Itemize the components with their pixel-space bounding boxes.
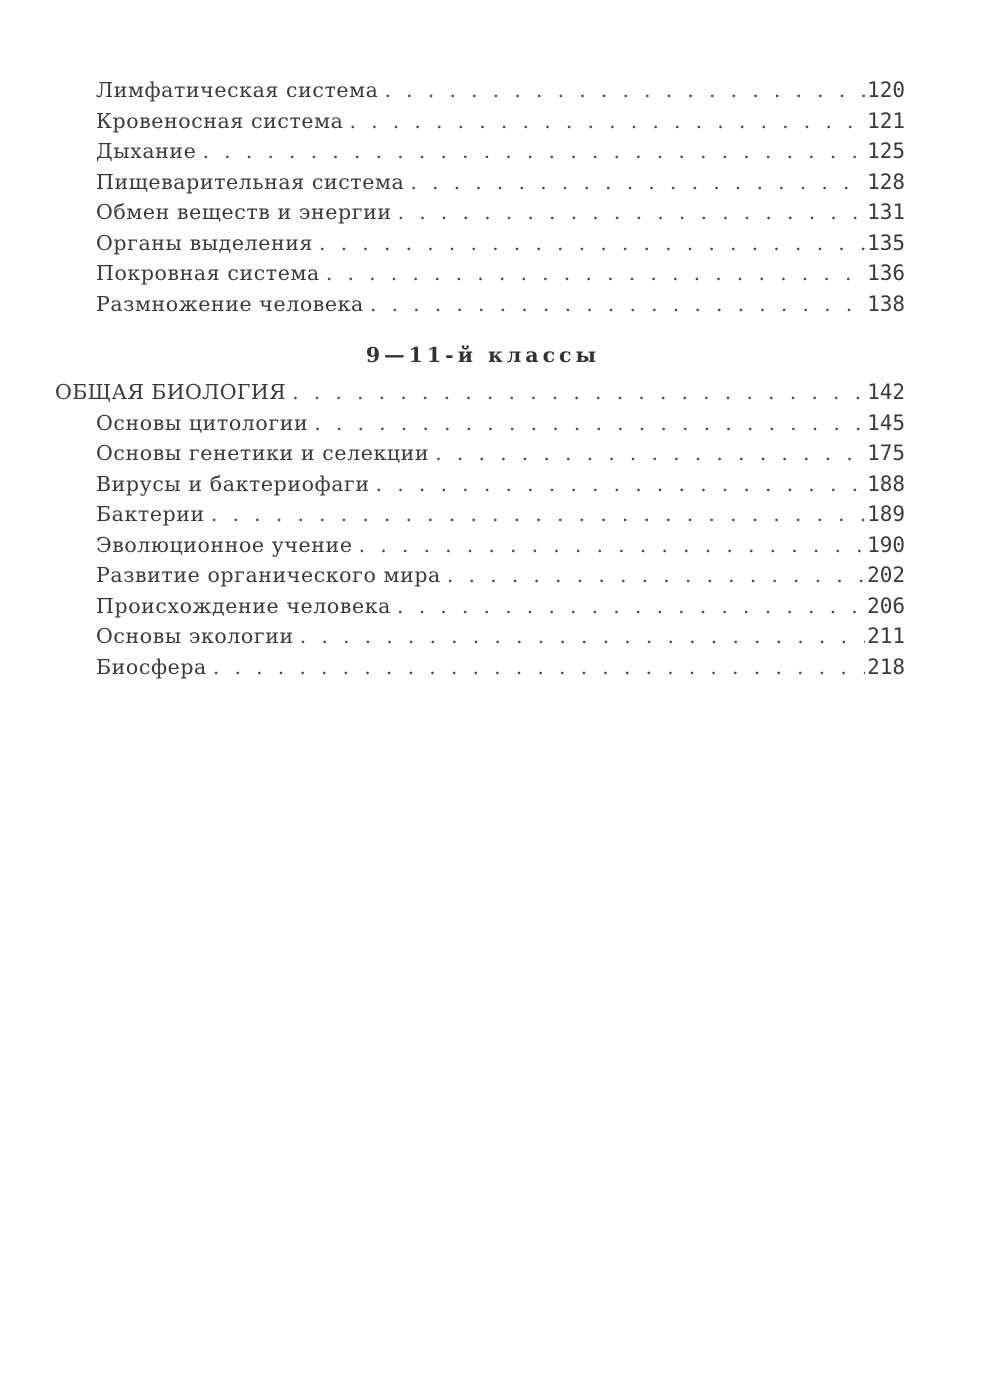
toc-leader-dots	[376, 472, 865, 496]
toc-entry-page: 218	[867, 654, 905, 679]
toc-section-anatomy	[55, 78, 905, 322]
toc-entry	[55, 655, 905, 686]
toc-leader-dots	[202, 139, 865, 163]
toc-entry-page: 190	[867, 532, 905, 557]
toc-entry-page: 136	[867, 261, 905, 285]
toc-entry-title: Бактерии	[96, 502, 205, 526]
toc-entry-title: Обмен веществ и энергии	[96, 200, 392, 224]
section-heading: 9—11-й классы	[365, 343, 601, 367]
toc-entry-page: 206	[867, 593, 905, 618]
toc-entry	[55, 292, 905, 323]
toc-leader-dots	[410, 170, 865, 194]
toc-entry	[55, 563, 905, 594]
toc-leader-dots	[213, 655, 865, 679]
toc-entry-title: Развитие органического мира	[96, 563, 441, 587]
toc-entry	[55, 411, 905, 442]
toc-entry-title: Лимфатическая система	[96, 78, 379, 102]
toc-entry	[55, 78, 905, 109]
toc-leader-dots	[435, 441, 865, 465]
toc-entry-page: 138	[867, 291, 905, 316]
toc-entry-title: Покровная система	[96, 261, 320, 285]
toc-section-general-biology	[55, 380, 905, 685]
toc-leader-dots	[398, 200, 865, 224]
toc-entry-title: Кровеносная система	[96, 108, 344, 133]
toc-entry-title: Эволюционное учение	[96, 532, 353, 557]
toc-entry-page: 202	[867, 563, 905, 587]
toc-entry-page: 175	[867, 441, 905, 465]
toc-entry	[55, 231, 905, 262]
toc-entry	[55, 441, 905, 472]
toc-entry-title: Биосфера	[96, 654, 207, 679]
toc-leader-dots	[314, 411, 865, 435]
toc-leader-dots	[359, 533, 866, 557]
toc-entry	[55, 170, 905, 201]
toc-entry	[55, 261, 905, 292]
toc-leader-dots	[447, 563, 865, 587]
toc-entry	[55, 472, 905, 503]
toc-entry-title: Вирусы и бактериофаги	[96, 471, 370, 496]
toc-leader-dots	[397, 594, 865, 618]
toc-entry-title: Основы экологии	[96, 624, 294, 648]
toc-entry-title: Основы генетики и селекции	[96, 441, 430, 465]
toc-leader-dots	[385, 78, 866, 102]
toc-entry-title: Пищеварительная система	[96, 169, 405, 194]
toc-entry-page: 135	[867, 230, 905, 255]
toc-entry-page: 120	[867, 78, 905, 102]
toc-entry-page: 211	[867, 624, 905, 648]
toc-entry-title: Основы цитологии	[96, 410, 309, 435]
toc-entry-page: 145	[867, 410, 905, 435]
toc-entry-title: Происхождение человека	[96, 593, 391, 618]
toc-entry-page: 142	[867, 380, 905, 404]
toc-entry-title: Дыхание	[96, 139, 197, 163]
toc-entry	[55, 139, 905, 170]
toc-leader-dots	[326, 261, 865, 285]
toc-entry	[55, 109, 905, 140]
toc-entry	[55, 502, 905, 533]
toc-leader-dots	[292, 380, 865, 404]
toc-entry-title: Размножение человека	[96, 291, 364, 316]
toc-entry	[55, 624, 905, 655]
toc-leader-dots	[350, 109, 866, 133]
toc-entry-page: 189	[867, 502, 905, 526]
toc-leader-dots	[370, 292, 865, 316]
toc-entry-page: 188	[867, 471, 905, 496]
toc-entry-title: Органы выделения	[96, 230, 314, 255]
toc-main-entry	[55, 380, 905, 411]
toc-entry	[55, 533, 905, 564]
toc-entry-page: 128	[867, 169, 905, 194]
toc-leader-dots	[319, 231, 865, 255]
toc-entry-page: 121	[867, 108, 905, 133]
toc-entry	[55, 200, 905, 231]
toc-leader-dots	[211, 502, 865, 526]
toc-entry-page: 131	[867, 200, 905, 224]
toc-entry-title: ОБЩАЯ БИОЛОГИЯ	[55, 380, 287, 404]
toc-leader-dots	[300, 624, 865, 648]
toc-entry-page: 125	[867, 139, 905, 163]
toc-entry	[55, 594, 905, 625]
